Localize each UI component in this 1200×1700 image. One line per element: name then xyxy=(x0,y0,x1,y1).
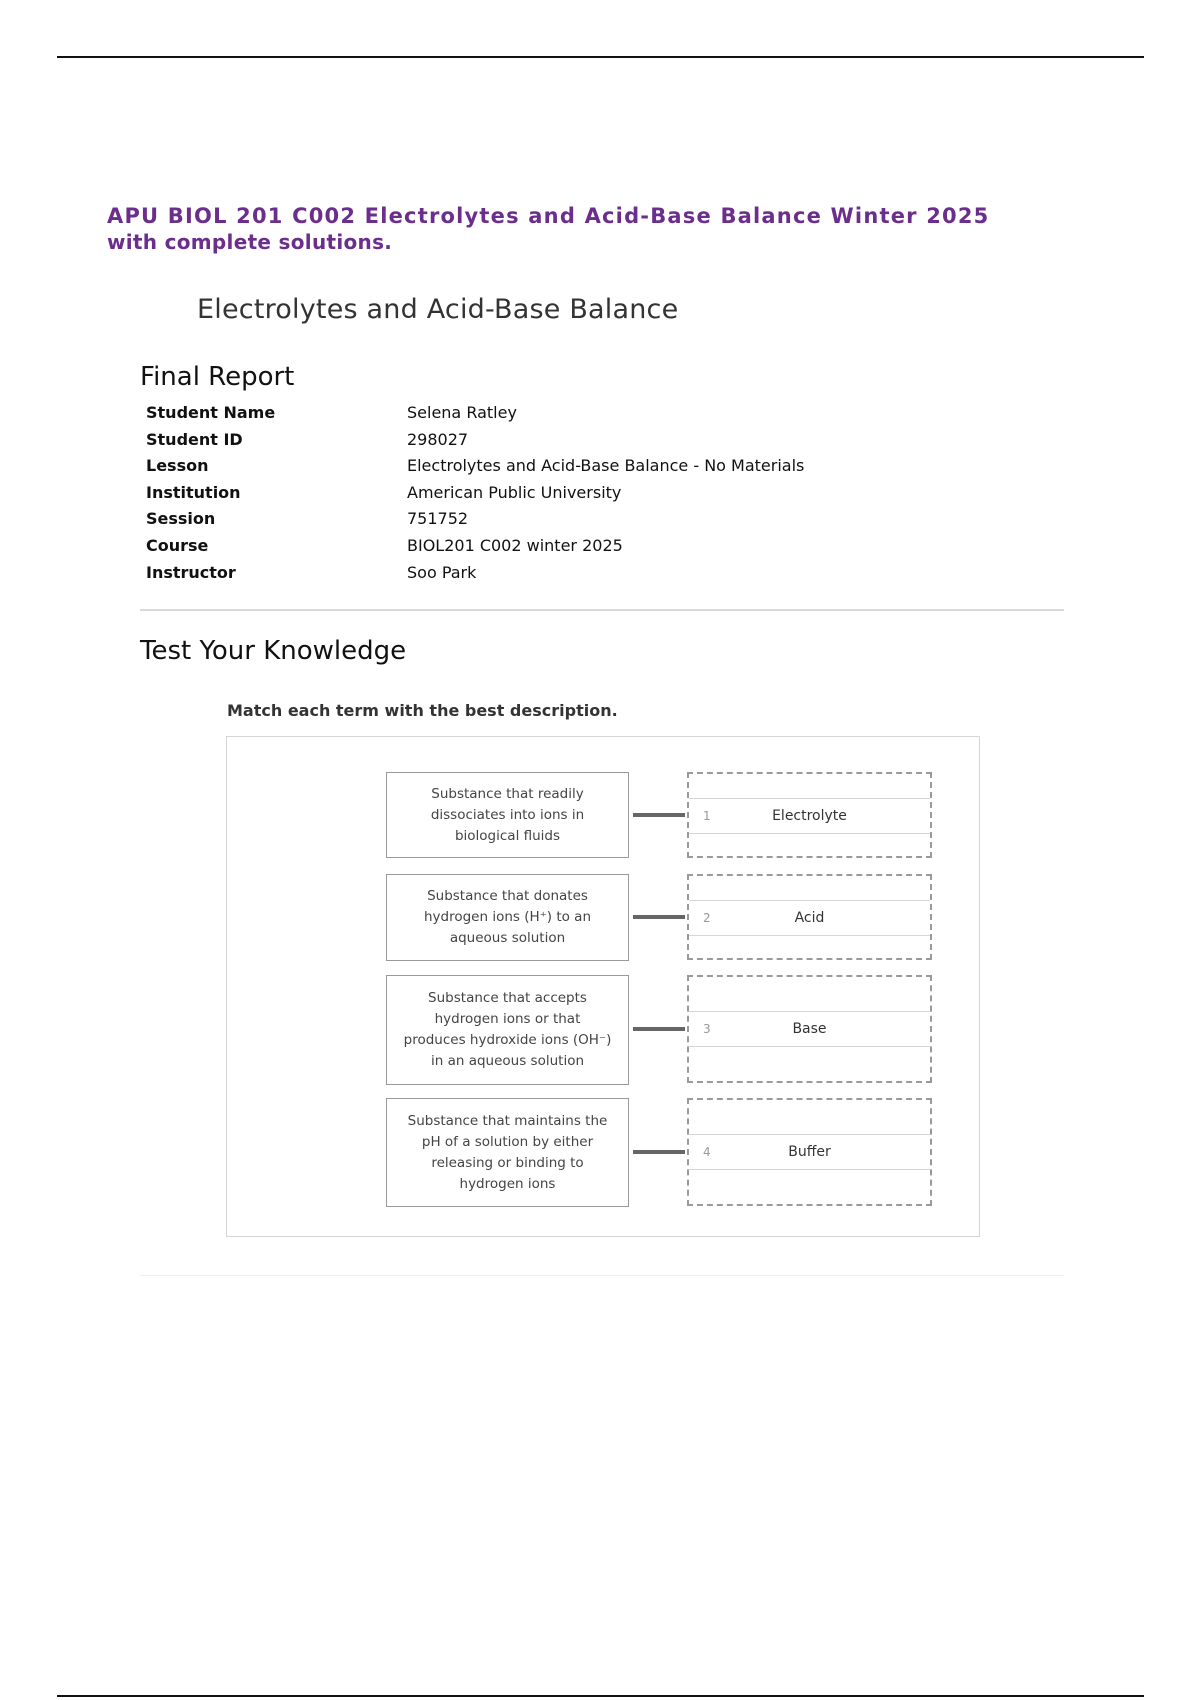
term-drop-slot[interactable] xyxy=(687,874,932,960)
report-info-table xyxy=(146,400,946,586)
term-drop-slot[interactable] xyxy=(687,1098,932,1206)
term-card-electrolyte[interactable] xyxy=(689,798,930,834)
term-drop-slot[interactable] xyxy=(687,975,932,1083)
info-row-institution xyxy=(146,480,946,507)
term-label: Buffer xyxy=(788,1144,831,1160)
info-row-instructor xyxy=(146,560,946,587)
page-top-rule xyxy=(57,56,1144,58)
page-bottom-rule xyxy=(57,1695,1144,1697)
info-label: Student Name xyxy=(146,403,276,422)
info-label: Session xyxy=(146,509,216,529)
info-row-session xyxy=(146,506,946,533)
term-label: Electrolyte xyxy=(772,808,847,824)
matching-exercise-panel xyxy=(226,736,980,1237)
term-card-base[interactable] xyxy=(689,1011,930,1047)
quiz-instructions: Match each term with the best description. xyxy=(227,701,618,720)
info-row-lesson xyxy=(146,453,946,480)
info-value: Soo Park xyxy=(407,562,477,582)
info-value: 751752 xyxy=(407,509,469,529)
term-label: Base xyxy=(792,1021,827,1037)
info-value: Electrolytes and Acid-Base Balance - No Materials xyxy=(407,456,805,476)
description-text: Substance that maintains the pH of a solution by either releasing or binding to hydrogen ions xyxy=(407,1112,608,1192)
term-drop-slot[interactable] xyxy=(687,772,932,858)
info-row-course xyxy=(146,533,946,560)
match-connector xyxy=(633,1027,685,1031)
match-connector xyxy=(633,915,685,919)
info-label: Instructor xyxy=(146,562,236,582)
description-box xyxy=(386,874,629,961)
description-text: Substance that accepts hydrogen ions or that produces hydroxide ions (OH⁻) in an aqueous solution xyxy=(403,990,612,1069)
description-box xyxy=(386,772,629,858)
info-value: 298027 xyxy=(407,429,469,449)
test-your-knowledge-heading: Test Your Knowledge xyxy=(140,636,407,666)
info-label: Student ID xyxy=(146,429,243,449)
match-connector xyxy=(633,813,685,817)
term-number: 2 xyxy=(703,911,711,925)
term-label: Acid xyxy=(794,910,825,926)
info-row-student-id xyxy=(146,427,946,454)
description-box xyxy=(386,975,629,1085)
term-number: 1 xyxy=(703,809,711,823)
section-divider-bottom xyxy=(140,1275,1064,1276)
info-label: Course xyxy=(146,535,209,555)
info-value: BIOL201 C002 winter 2025 xyxy=(407,535,623,555)
section-divider xyxy=(140,609,1064,611)
info-row-student-name xyxy=(146,400,946,427)
info-value: American Public University xyxy=(407,482,622,502)
document-title-line-1: APU BIOL 201 C002 Electrolytes and Acid-Base Balance Winter 2025 xyxy=(107,204,990,228)
document-title-line-2: with complete solutions. xyxy=(107,230,393,254)
info-label: Lesson xyxy=(146,456,209,476)
match-connector xyxy=(633,1150,685,1154)
description-box xyxy=(386,1098,629,1207)
term-number: 4 xyxy=(703,1145,711,1159)
description-text: Substance that readily dissociates into ions in biological fluids xyxy=(430,785,585,844)
document-title xyxy=(107,203,1007,255)
description-text: Substance that donates hydrogen ions (H⁺) to an aqueous solution xyxy=(423,888,592,946)
info-label: Institution xyxy=(146,482,241,502)
term-card-acid[interactable] xyxy=(689,900,930,936)
lesson-heading: Electrolytes and Acid-Base Balance xyxy=(197,294,679,325)
term-card-buffer[interactable] xyxy=(689,1134,930,1170)
term-number: 3 xyxy=(703,1022,711,1036)
info-value: Selena Ratley xyxy=(407,403,517,422)
final-report-heading: Final Report xyxy=(140,362,295,392)
